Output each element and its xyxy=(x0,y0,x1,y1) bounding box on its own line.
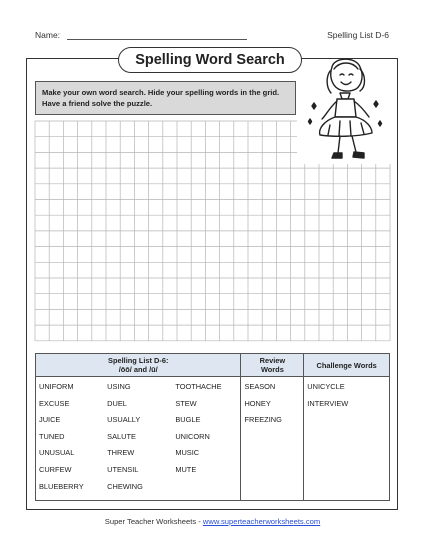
challenge-words-list xyxy=(304,377,389,417)
word-item: HONEY xyxy=(244,398,271,408)
word-item: BUGLE xyxy=(175,415,201,425)
word-item: BLUEBERRY xyxy=(39,481,84,491)
word-item: JUICE xyxy=(39,415,61,425)
word-item: STEW xyxy=(175,398,197,408)
spelling-list-header: Spelling List D-6: /ōō/ and /ū/ xyxy=(36,354,241,377)
review-words-list xyxy=(241,377,303,434)
word-item: FREEZING xyxy=(244,415,282,425)
word-item: MUTE xyxy=(175,464,197,474)
word-list-table xyxy=(35,353,390,501)
page-title: Spelling Word Search xyxy=(118,47,302,73)
word-item: UNICORN xyxy=(175,431,210,441)
word-item: CHEWING xyxy=(107,481,143,491)
word-item: USING xyxy=(107,382,131,391)
word-item: TUNED xyxy=(39,431,65,441)
word-item: UNIFORM xyxy=(39,382,74,391)
spelling-column-a xyxy=(36,377,104,500)
word-item: THREW xyxy=(107,448,135,458)
spelling-words-cell xyxy=(36,377,241,501)
footer xyxy=(0,517,425,526)
word-item: INTERVIEW xyxy=(307,398,349,408)
word-item: UNICYCLE xyxy=(307,382,345,391)
challenge-words-header: Challenge Words xyxy=(304,354,390,377)
word-item: SEASON xyxy=(244,382,276,391)
word-item: USUALLY xyxy=(107,415,141,425)
instructions-box: Make your own word search. Hide your spelling words in the grid. Have a friend solve the puzzle. xyxy=(35,81,296,115)
word-item: CURFEW xyxy=(39,464,72,474)
word-item: UNUSUAL xyxy=(39,448,75,458)
footer-text: Super Teacher Worksheets - xyxy=(104,517,203,526)
spelling-column-b xyxy=(104,377,172,500)
word-item: DUEL xyxy=(107,398,127,408)
challenge-words-cell xyxy=(304,377,390,501)
review-words-header: Review Words xyxy=(241,354,304,377)
review-words-cell xyxy=(241,377,304,501)
word-item: TOOTHACHE xyxy=(175,382,222,391)
word-item: SALUTE xyxy=(107,431,136,441)
footer-link[interactable]: www.superteacherworksheets.com xyxy=(202,517,321,526)
girl-illustration-icon xyxy=(304,57,386,167)
word-item: EXCUSE xyxy=(39,398,70,408)
spelling-list-label: Spelling List D-6 xyxy=(327,30,389,40)
spelling-column-c xyxy=(172,377,240,500)
name-label: Name: xyxy=(35,30,61,40)
word-item: UTENSIL xyxy=(107,464,139,474)
word-item: MUSIC xyxy=(175,448,200,458)
